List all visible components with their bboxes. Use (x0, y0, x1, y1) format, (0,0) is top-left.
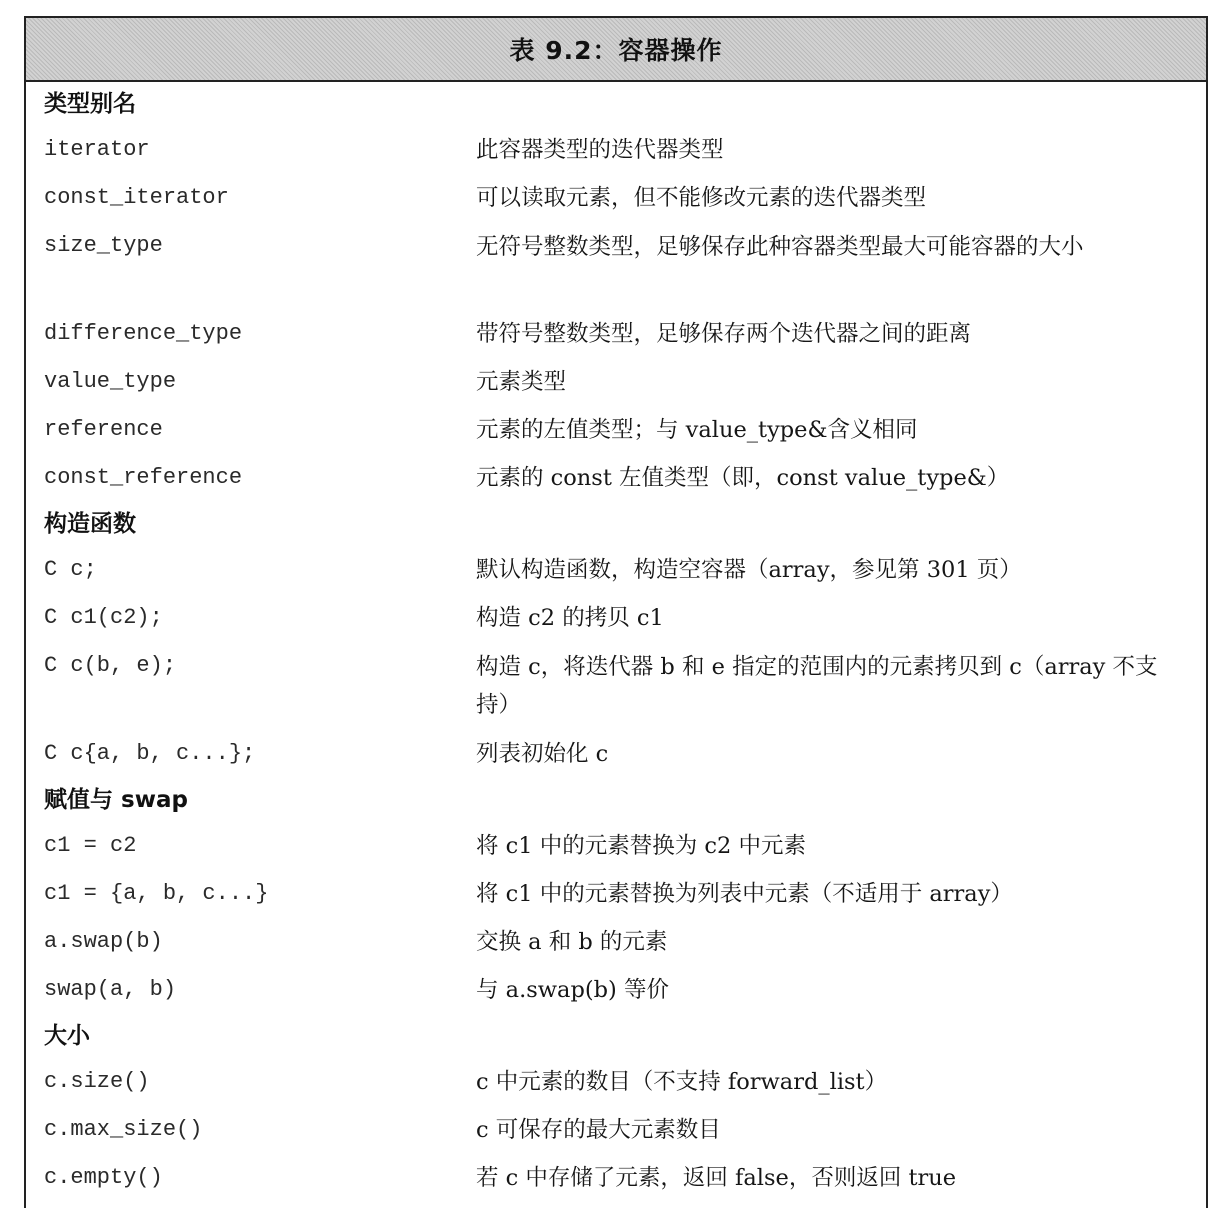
table-row (26, 594, 1206, 642)
desc-cell: 交换 a 和 b 的元素 (476, 929, 668, 955)
table-row (26, 1106, 1206, 1154)
section-heading-constructors: 构造函数 (44, 511, 136, 537)
table-row (26, 310, 1206, 358)
code-cell: iterator (44, 137, 150, 162)
desc-cell: 带符号整数类型，足够保存两个迭代器之间的距离 (476, 321, 972, 347)
section-heading-type-aliases: 类型别名 (44, 91, 136, 117)
desc-cell: 元素的左值类型；与 value_type&含义相同 (476, 417, 918, 443)
container-operations-table (24, 16, 1208, 1208)
section-heading-assignment-swap: 赋值与 swap (44, 787, 188, 813)
table-row (26, 966, 1206, 1014)
table-row (26, 406, 1206, 454)
code-cell: value_type (44, 369, 177, 394)
table-row (26, 546, 1206, 594)
desc-cell: 可以读取元素，但不能修改元素的迭代器类型 (476, 185, 927, 211)
desc-cell: c 可保存的最大元素数目 (476, 1117, 721, 1143)
table-row (26, 822, 1206, 870)
code-cell: const_reference (44, 465, 243, 490)
code-cell: c.empty() (44, 1165, 163, 1190)
table-row (26, 126, 1206, 174)
table-row (26, 642, 1206, 730)
desc-cell: 此容器类型的迭代器类型 (476, 137, 724, 163)
code-cell: C c{a, b, c...}; (44, 741, 256, 766)
code-cell: size_type (44, 233, 163, 258)
table-row (26, 1154, 1206, 1202)
code-cell: reference (44, 417, 163, 442)
desc-cell: 与 a.swap(b) 等价 (476, 977, 669, 1003)
desc-cell: 构造 c，将迭代器 b 和 e 指定的范围内的元素拷贝到 c（array 不支持） (476, 654, 1158, 718)
code-cell: C c; (44, 557, 97, 582)
table-row (26, 870, 1206, 918)
table-body (26, 82, 1206, 1202)
desc-cell: 元素的 const 左值类型（即，const value_type&） (476, 465, 1010, 491)
table-row (26, 358, 1206, 406)
code-cell: c1 = {a, b, c...} (44, 881, 269, 906)
code-cell: const_iterator (44, 185, 229, 210)
section-heading-size: 大小 (44, 1023, 90, 1049)
table-row (26, 222, 1206, 310)
desc-cell: 若 c 中存储了元素，返回 false，否则返回 true (476, 1165, 957, 1191)
table-row (26, 1058, 1206, 1106)
desc-cell: 构造 c2 的拷贝 c1 (476, 605, 664, 631)
table-row (26, 454, 1206, 502)
table-row (26, 174, 1206, 222)
code-cell: c.size() (44, 1069, 150, 1094)
desc-cell: 元素类型 (476, 369, 567, 395)
desc-cell: 将 c1 中的元素替换为 c2 中元素 (476, 833, 806, 859)
desc-cell: c 中元素的数目（不支持 forward_list） (476, 1069, 888, 1095)
table-title-bar (26, 18, 1206, 82)
code-cell: C c1(c2); (44, 605, 163, 630)
code-cell: c1 = c2 (44, 833, 137, 858)
table-title: 表 9.2：容器操作 (509, 36, 723, 65)
table-row (26, 730, 1206, 778)
code-cell: C c(b, e); (44, 653, 177, 678)
desc-cell: 将 c1 中的元素替换为列表中元素（不适用于 array） (476, 881, 1013, 907)
desc-cell: 列表初始化 c (476, 741, 609, 767)
code-cell: swap(a, b) (44, 977, 177, 1002)
desc-cell: 无符号整数类型，足够保存此种容器类型最大可能容器的大小 (476, 234, 1084, 260)
desc-cell: 默认构造函数，构造空容器（array，参见第 301 页） (476, 557, 1022, 583)
code-cell: c.max_size() (44, 1117, 203, 1142)
code-cell: difference_type (44, 321, 243, 346)
code-cell: a.swap(b) (44, 929, 163, 954)
table-row (26, 918, 1206, 966)
